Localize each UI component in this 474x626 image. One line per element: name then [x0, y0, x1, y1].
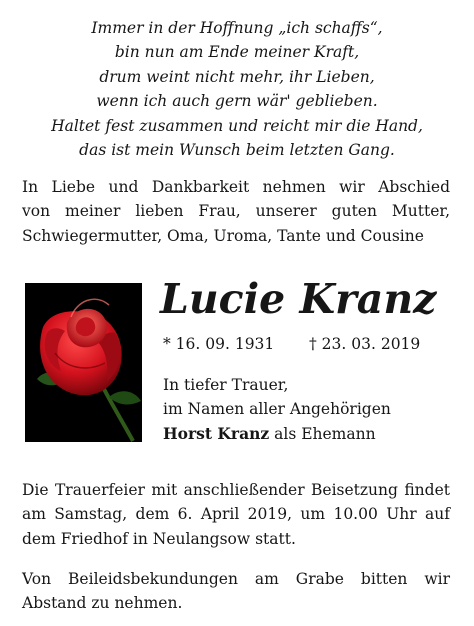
- farewell-line: Schwiegermutter, Oma, Uroma, Tante und Cousine: [22, 226, 424, 245]
- poem-line: Immer in der Hoffnung „ich schaffs“,: [91, 19, 383, 37]
- mourners-line: In tiefer Trauer,: [163, 376, 289, 394]
- deceased-name: Lucie Kranz: [160, 275, 437, 323]
- mourners-line: im Namen aller Angehörigen: [163, 400, 391, 419]
- service-line: dem Friedhof in Neulangsow statt.: [22, 529, 296, 548]
- poem-line: wenn ich auch gern wär' geblieben.: [96, 92, 378, 111]
- farewell-line: In Liebe und Dankbarkeit nehmen wir Abschied: [22, 178, 450, 196]
- poem: [0, 16, 474, 162]
- condolences-line: Von Beileidsbekundungen am Grabe bitten wir: [22, 570, 450, 588]
- service-line: Die Trauerfeier mit anschließender Beisetzung findet: [22, 481, 450, 499]
- birth-date: * 16. 09. 1931: [163, 335, 275, 353]
- life-dates: [163, 332, 421, 356]
- death-date: † 23. 03. 2019: [309, 335, 421, 353]
- signer-line: [163, 422, 391, 446]
- condolences-paragraph: [22, 567, 450, 616]
- poem-line: das ist mein Wunsch beim letzten Gang.: [79, 141, 395, 160]
- rose-photo: [25, 283, 142, 442]
- farewell-paragraph: [22, 175, 450, 248]
- service-line: am Samstag, dem 6. April 2019, um 10.00 Uhr auf: [22, 505, 450, 524]
- signer-role: als Ehemann: [274, 424, 376, 443]
- service-paragraph: [22, 478, 450, 551]
- poem-line: Haltet fest zusammen und reicht mir die Hand,: [51, 116, 423, 135]
- mourners-block: [163, 373, 391, 446]
- signer-name: Horst Kranz: [163, 423, 270, 443]
- poem-line: drum weint nicht mehr, ihr Lieben,: [99, 67, 375, 86]
- poem-line: bin nun am Ende meiner Kraft,: [114, 43, 360, 62]
- red-rose-icon: [25, 283, 142, 442]
- farewell-line: von meiner lieben Frau, unserer guten Mutter,: [22, 202, 450, 221]
- condolences-line: Abstand zu nehmen.: [22, 594, 183, 613]
